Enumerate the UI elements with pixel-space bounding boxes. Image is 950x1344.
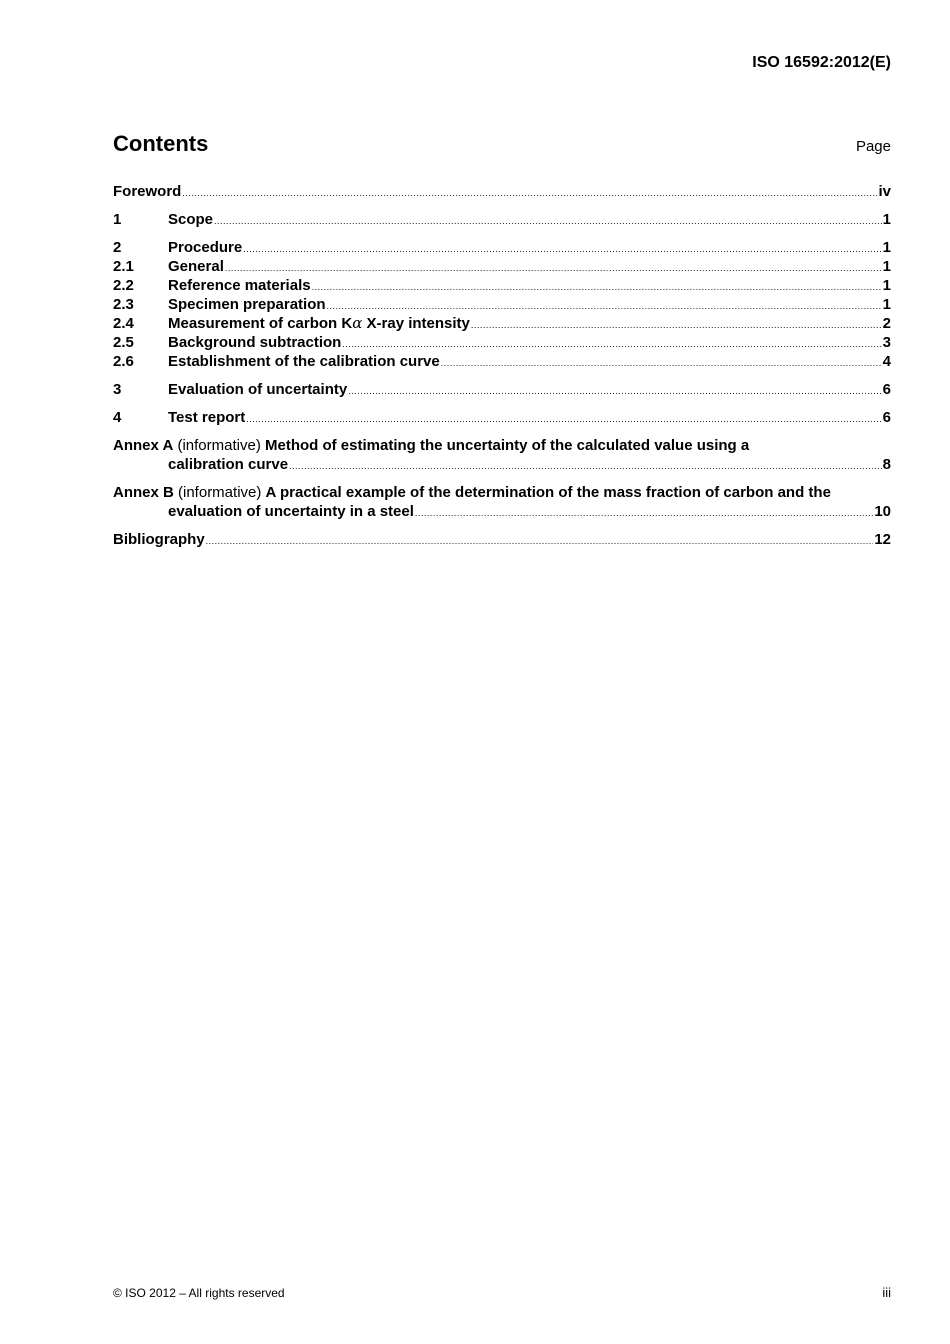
toc-page: 1	[882, 211, 891, 228]
toc-number: 3	[113, 381, 122, 398]
toc-number: 2.4	[113, 315, 134, 332]
dot-leader	[415, 504, 873, 523]
toc-page: 4	[882, 353, 891, 370]
dot-leader	[182, 184, 877, 203]
toc-title-part: X-ray intensity	[362, 315, 470, 332]
toc-entry-annex-b[interactable]	[113, 483, 891, 521]
toc-title: Bibliography	[113, 531, 205, 548]
dot-leader	[348, 382, 881, 401]
toc-entry-test-report[interactable]	[113, 408, 891, 427]
toc-page: 2	[882, 315, 891, 332]
toc-entry-measurement[interactable]	[113, 314, 891, 333]
annex-informative: (informative)	[173, 484, 266, 501]
annex-heading	[113, 483, 891, 502]
annex-informative: (informative)	[173, 437, 265, 454]
dot-leader	[312, 278, 882, 297]
toc-page: 1	[882, 239, 891, 256]
annex-heading	[113, 436, 891, 455]
dot-leader	[289, 457, 882, 476]
toc-number: 2	[113, 239, 122, 256]
toc-page: 12	[874, 531, 891, 548]
toc-title: Scope	[168, 211, 214, 228]
toc-page: 8	[882, 456, 891, 473]
annex-label: Annex B	[113, 484, 174, 501]
dot-leader	[243, 240, 881, 259]
annex-label: Annex A	[113, 437, 174, 454]
page-column-label: Page	[855, 138, 891, 155]
table-of-contents	[113, 182, 891, 549]
document-id: ISO 16592:2012(E)	[752, 54, 891, 71]
toc-title: Reference materials	[168, 277, 311, 294]
dot-leader	[225, 259, 882, 278]
toc-page: 10	[874, 503, 891, 520]
toc-page: 3	[882, 334, 891, 351]
toc-entry-evaluation-of-uncertainty[interactable]	[113, 380, 891, 399]
toc-number: 4	[113, 409, 122, 426]
toc-entry-reference-materials[interactable]	[113, 276, 891, 295]
toc-title: Establishment of the calibration curve	[168, 353, 440, 370]
toc-page: 6	[882, 409, 891, 426]
toc-entry-annex-a[interactable]	[113, 436, 891, 474]
contents-title: Contents	[113, 131, 209, 156]
dot-leader	[471, 316, 882, 335]
toc-entry-procedure[interactable]	[113, 238, 891, 257]
annex-title-line2: evaluation of uncertainty in a steel	[168, 503, 414, 520]
toc-title: Procedure	[168, 239, 243, 256]
page-number: iii	[882, 1285, 891, 1300]
toc-entry-scope[interactable]	[113, 210, 891, 229]
toc-number: 2.5	[113, 334, 134, 351]
toc-page: 1	[882, 277, 891, 294]
toc-number: 2.3	[113, 296, 134, 313]
annex-title: A practical example of the determination of the mass fraction of carbon and the	[265, 484, 831, 501]
copyright-notice: © ISO 2012 – All rights reserved	[113, 1286, 285, 1300]
dot-leader	[441, 354, 882, 373]
toc-entry-foreword[interactable]	[113, 182, 891, 201]
toc-title-part: Measurement of carbon K	[168, 315, 353, 332]
toc-entry-calibration-curve[interactable]	[113, 352, 891, 371]
toc-entry-specimen-preparation[interactable]	[113, 295, 891, 314]
toc-number: 2.6	[113, 353, 134, 370]
toc-entry-background-subtraction[interactable]	[113, 333, 891, 352]
toc-title: Test report	[168, 409, 246, 426]
toc-entry-bibliography[interactable]	[113, 530, 891, 549]
dot-leader	[246, 410, 881, 429]
annex-title-continuation	[113, 455, 891, 474]
toc-page: 1	[882, 296, 891, 313]
toc-entry-general[interactable]	[113, 257, 891, 276]
annex-title-continuation	[113, 502, 891, 521]
dot-leader	[206, 532, 874, 551]
toc-number: 1	[113, 211, 122, 228]
toc-title: Specimen preparation	[168, 296, 326, 313]
dot-leader	[214, 212, 882, 231]
alpha-symbol: α	[352, 314, 363, 332]
toc-title: Foreword	[113, 183, 182, 200]
annex-title-line2: calibration curve	[168, 456, 289, 473]
toc-number: 2.1	[113, 258, 134, 275]
toc-page: 6	[882, 381, 891, 398]
annex-title: Method of estimating the uncertainty of the calculated value using a	[264, 437, 750, 454]
toc-number: 2.2	[113, 277, 134, 294]
toc-page: iv	[878, 183, 891, 200]
toc-title: Evaluation of uncertainty	[168, 381, 348, 398]
toc-title	[168, 314, 470, 333]
toc-title: Background subtraction	[168, 334, 342, 351]
toc-page: 1	[882, 258, 891, 275]
toc-title: General	[168, 258, 224, 275]
